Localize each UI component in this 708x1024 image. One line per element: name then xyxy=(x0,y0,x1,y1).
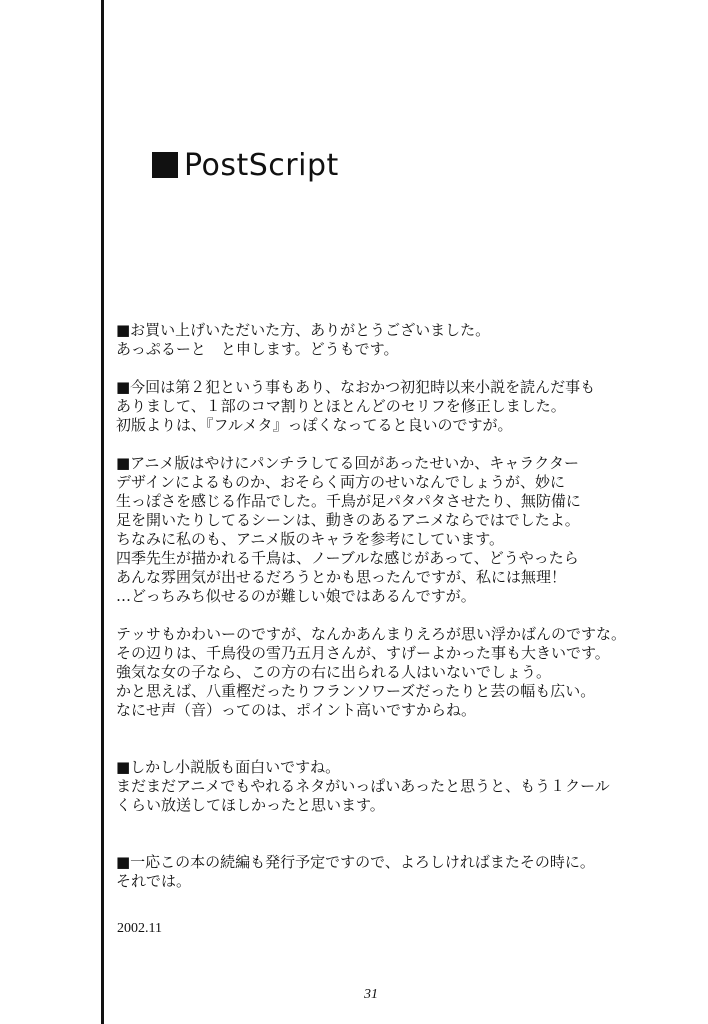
text-line: その辺りは、千鳥役の雪乃五月さんが、すげーよかった事も大きいです。 xyxy=(116,644,610,662)
text-line: くらい放送してほしかったと思います。 xyxy=(116,796,385,814)
text-line: 生っぽさを感じる作品でした。千鳥が足パタパタさせたり、無防備に xyxy=(116,492,581,510)
spine-border-line xyxy=(101,0,104,1024)
heading-square-marker xyxy=(152,152,178,178)
heading-text: PostScript xyxy=(184,147,339,183)
text-line: あっぷるーと と申します。どうもです。 xyxy=(116,340,399,358)
paragraph-revision xyxy=(116,378,676,435)
paragraph-greeting xyxy=(116,321,676,359)
paragraph-tessa xyxy=(116,625,676,720)
text-line: ■今回は第２犯という事もあり、なおかつ初犯時以来小説を読んだ事も xyxy=(116,378,596,396)
postscript-body xyxy=(116,321,676,891)
text-line: 初版よりは、『フルメタ』っぽくなってると良いのですが。 xyxy=(116,416,513,434)
text-line: テッサもかわいーのですが、なんかあんまりえろが思い浮かばんのですな。 xyxy=(116,625,627,643)
text-line: 足を開いたりしてるシーンは、動きのあるアニメならではでしたよ。 xyxy=(116,511,580,529)
paragraph-anime xyxy=(116,454,676,606)
text-line: ■お買い上げいただいた方、ありがとうございました。 xyxy=(116,321,491,339)
text-line: デザインによるものか、おそらく両方のせいなんでしょうが、妙に xyxy=(116,473,565,491)
text-line: ちなみに私のも、アニメ版のキャラを参考にしています。 xyxy=(116,530,505,548)
text-line: まだまだアニメでもやれるネタがいっぱいあったと思うと、もう１クール xyxy=(116,777,610,795)
date-stamp: 2002.11 xyxy=(117,921,162,936)
paragraph-novel xyxy=(116,758,676,815)
paragraph-closing xyxy=(116,853,676,891)
text-line: ■アニメ版はやけにパンチラしてる回があったせいか、キャラクター xyxy=(116,454,579,472)
text-line: 四季先生が描かれる千鳥は、ノーブルな感じがあって、どうやったら xyxy=(116,549,579,567)
text-line: ありまして、１部のコマ割りとほとんどのセリフを修正しました。 xyxy=(116,397,566,415)
postscript-heading xyxy=(152,143,339,187)
text-line: あんな雰囲気が出せるだろうとかも思ったんですが、私には無理！ xyxy=(116,568,567,586)
text-line: それでは。 xyxy=(116,872,192,890)
text-line: …どっちみち似せるのが難しい娘ではあるんですが。 xyxy=(116,587,476,605)
text-line: かと思えば、八重樫だったりフランソワーズだったりと芸の幅も広い。 xyxy=(116,682,596,700)
page-number: 31 xyxy=(364,987,378,1002)
text-line: ■しかし小説版も面白いですね。 xyxy=(116,758,341,776)
text-line: 強気な女の子なら、この方の右に出られる人はいないでしょう。 xyxy=(116,663,552,681)
text-line: なにせ声（音）ってのは、ポイント高いですからね。 xyxy=(116,701,477,719)
text-line: ■一応この本の続編も発行予定ですので、よろしければまたその時に。 xyxy=(116,853,595,871)
